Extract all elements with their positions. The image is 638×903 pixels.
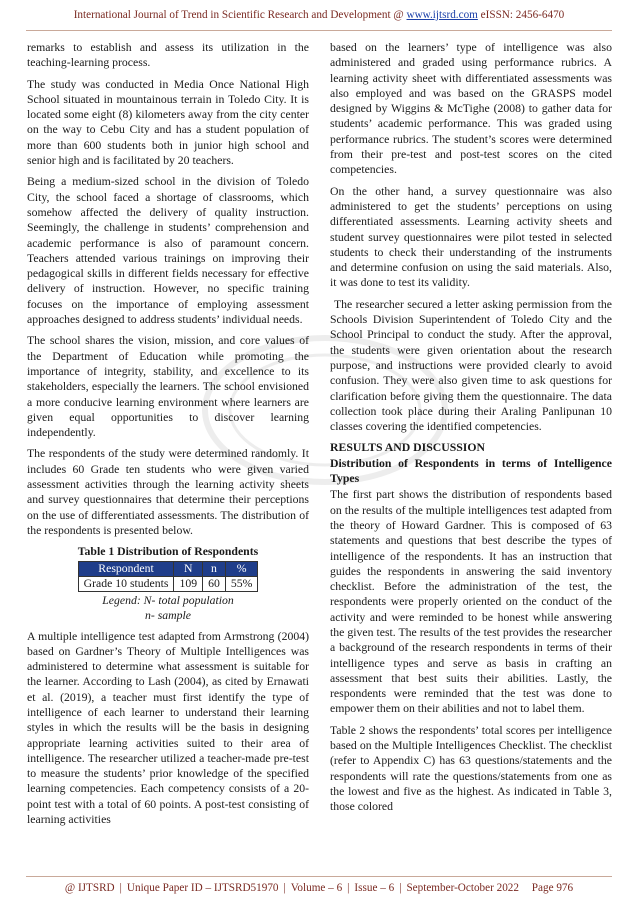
- paragraph: Table 2 shows the respondents’ total scores per intelligence based on the Multiple Intelligences Checklist. The checklist (refer to Appendix C) has 63 questions/statements and the respondents will rate the questions/statements from one as the lowest and five as the highest. As indicated in Table 3, those colored: [330, 723, 612, 814]
- paragraph: The researcher secured a letter asking permission from the Schools Division Superintendent of Toledo City and the School Principal to conduct the study. After the approval, the students were given orientation about the research purpose, and instructions were provided clearly to avoid confusion. They were also given time to ask questions for clarification before giving them the questionnaire. The data collection took place during their Araling Panlipunan 10 classes covering the identified competencies.: [330, 297, 612, 434]
- footer-period: September-October 2022: [406, 882, 519, 894]
- paragraph: The first part shows the distribution of respondents based on the results of the multiple intelligences test adapted from the theory of Howard Gardner. This is composed of 63 statements and questions that best describe the types of intelligence of the respondents. It has an instruction that guides the respondents in answering the said inventory checklist. Before the administration of the test, the respondents were properly oriented on the conduct of the activity and were reminded to be honest while answering the given test. The results of the test provides the researcher a background of the research respondents in terms of their intelligence types and serve as basis in crafting an assessment that best suits their abilities. Lastly, the respondents were reminded that the test was done to empower them on their abilities and not to label them.: [330, 488, 612, 716]
- table-header-row: [78, 561, 258, 576]
- table-cell: 109: [174, 576, 203, 591]
- journal-issn: eISSN: 2456-6470: [477, 9, 565, 21]
- table-caption: Table 1 Distribution of Respondents: [77, 545, 259, 559]
- footer-divider: [26, 876, 612, 877]
- subsection-heading: Distribution of Respondents in terms of Intelligence Types: [330, 456, 612, 486]
- paragraph: based on the learners’ type of intelligence was also administered and graded using performance rubrics. A learning activity sheet with differentiated assessments was also employed and was based on the GRASPS model designed by Wiggins & McTighe (2008) to gather data for students’ academic performance. This was graded using performance rubrics. The student’s scores were determined from their pre-test and post-test scores on the cited competencies.: [330, 41, 612, 177]
- left-column: [27, 40, 309, 833]
- table-header-cell: %: [225, 561, 258, 576]
- paragraph: The study was conducted in Media Once National High School situated in mountainous terrain in Toledo City. It is located some eight (8) kilometers away from the city center on the way to Cebu City and has a student population of more than 600 students both in junior high school and senior high and is facilitated by 20 teachers.: [27, 77, 309, 168]
- respondents-table: [78, 561, 259, 592]
- paragraph: On the other hand, a survey questionnaire was also administered to get the students’ perceptions on using differentiated assessments. Learning activity sheets and student survey questionnaires were pilot tested in selected students to check their understanding of the instruments and determine confusion on using the said materials. Also, it was done to test its validity.: [330, 184, 612, 290]
- table-row: [78, 576, 258, 591]
- table-cell: Grade 10 students: [78, 576, 174, 591]
- paragraph: remarks to establish and assess its utilization in the teaching-learning process.: [27, 41, 309, 70]
- header-divider: [26, 30, 612, 31]
- paragraph: The school shares the vision, mission, and core values of the Department of Education while promoting the importance of integrity, stability, and excellence to its stakeholders, especially the learners. The school envisioned a more conducive learning environment where learners are given equal opportunities to discover learning independently.: [27, 334, 309, 440]
- footer-volume: Volume – 6: [290, 882, 343, 894]
- table-cell: 60: [203, 576, 226, 591]
- running-header: [0, 9, 638, 21]
- page-number: Page 976: [531, 882, 574, 894]
- journal-name: International Journal of Trend in Scientific Research and Development @: [73, 9, 407, 21]
- running-footer: @ IJTSRD | Unique Paper ID – IJTSRD51970 | Volume – 6 | Issue – 6 | September-October 2022 Page 976: [64, 882, 574, 894]
- footer-paper-id: Unique Paper ID – IJTSRD51970: [126, 882, 279, 894]
- paragraph: Being a medium-sized school in the division of Toledo City, the school faced a shortage of classrooms, which somehow affected the delivery of quality instruction. Seemingly, the challenge in students’ comprehension and academic performance is also of paramount concern. Teachers attended various trainings on improving their pedagogical skills in different fields necessary for effective delivery of instruction. However, no specific training focuses on the importance of employing assessment approaches designed to address students’ individual needs.: [27, 175, 309, 327]
- table-header-cell: N: [174, 561, 203, 576]
- table-legend: [27, 593, 309, 623]
- legend-line: Legend: N- total population: [102, 593, 234, 607]
- footer-brand: @ IJTSRD: [64, 882, 115, 894]
- table-header-cell: Respondent: [78, 561, 174, 576]
- journal-website-link[interactable]: www.ijtsrd.com: [406, 9, 478, 21]
- section-heading: RESULTS AND DISCUSSION: [330, 441, 485, 455]
- table-cell: 55%: [225, 576, 258, 591]
- legend-line: n- sample: [144, 608, 191, 622]
- footer-issue: Issue – 6: [354, 882, 395, 894]
- table-header-cell: n: [203, 561, 226, 576]
- right-column: [330, 40, 612, 821]
- paragraph: A multiple intelligence test adapted from Armstrong (2004) based on Gardner’s Theory of Multiple Intelligences was administered to determine what assessment is suitable for the learner. According to Lash (2004), as cited by Ernawati et al. (2019), a teacher must first identify the type of intelligence of each learner to understand their learning styles in which the results will be the basis in designing appropriate learning activities suited to their area of intelligence. The researcher utilized a teacher-made pre-test to measure the students’ prior knowledge of the specified learning competencies. Each competency consists of a 20-point test with a total of 60 points. A post-test consisting of learning activities: [27, 629, 309, 827]
- paragraph: The respondents of the study were determined randomly. It includes 60 Grade ten students who were given varied assessment activities through the learning activity sheets and survey questionnaires that determine their perceptions on the use of differentiated assessments. The distribution of the respondents is presented below.: [27, 447, 309, 537]
